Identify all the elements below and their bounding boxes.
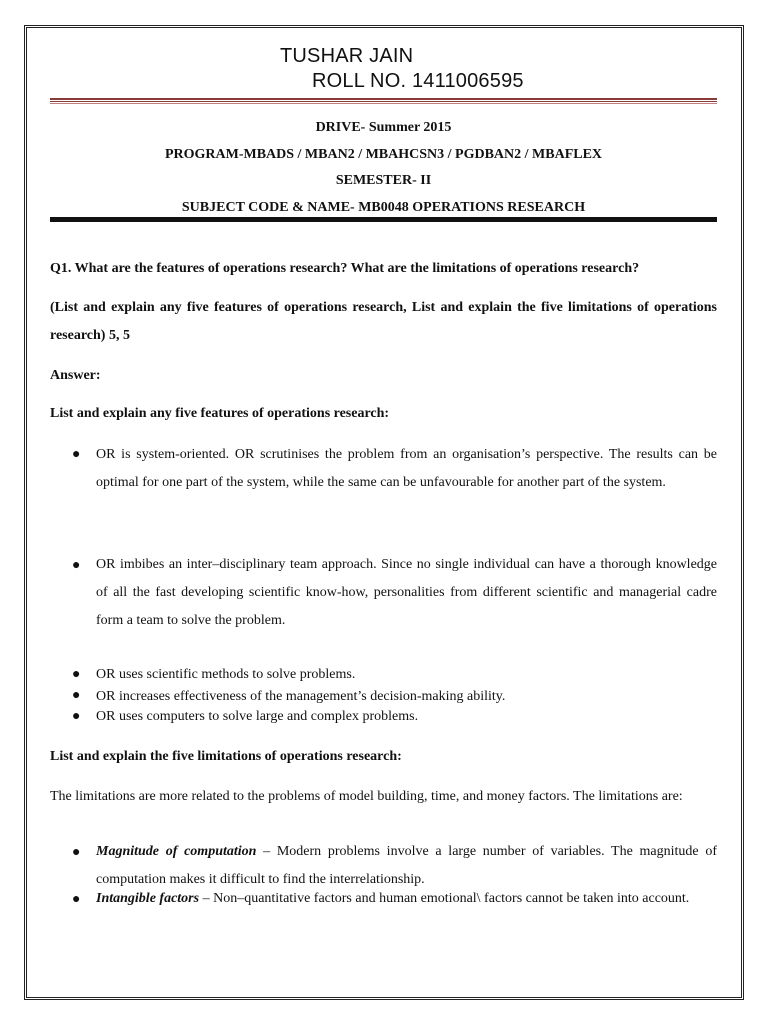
- question-instructions: (List and explain any five features of operations research, List and explain the five limitations of operations research) 5, 5: [50, 300, 717, 343]
- bullet-icon: ●: [72, 709, 81, 724]
- roll-number: ROLL NO. 1411006595: [312, 70, 524, 92]
- limitation-item: [96, 885, 717, 913]
- limitation-desc: – Modern problems involve a large number of variables. The magnitude of computation makes it difficult to find the interrelationship.: [96, 844, 717, 887]
- limitation-term: Magnitude of computation: [96, 844, 257, 859]
- bullet-icon: ●: [72, 892, 81, 907]
- bullet-icon: ●: [72, 667, 81, 682]
- feature-item: OR is system-oriented. OR scrutinises the problem from an organisation’s perspective. The results can be optimal for one part of the system, while the same can be unfavourable for another part of the system.: [96, 447, 717, 490]
- limitations-intro: The limitations are more related to the problems of model building, time, and money factors. The limitations are:: [50, 789, 683, 804]
- feature-item: OR increases effectiveness of the management’s decision-making ability.: [96, 689, 506, 704]
- header-divider: [50, 98, 717, 104]
- bullet-icon: ●: [72, 845, 81, 860]
- student-name: TUSHAR JAIN: [280, 45, 414, 67]
- feature-item: OR imbibes an inter–disciplinary team approach. Since no single individual can have a thorough knowledge of all the fast developing scientific know-how, personalities from different scientific and managerial cadre form a team to solve the problem.: [96, 557, 717, 628]
- limitations-heading: List and explain the five limitations of operations research:: [50, 749, 402, 764]
- bullet-icon: ●: [72, 447, 81, 462]
- feature-item: OR uses scientific methods to solve problems.: [96, 667, 356, 682]
- bullet-icon: ●: [72, 688, 81, 703]
- feature-item: OR uses computers to solve large and complex problems.: [96, 709, 419, 724]
- question-text: Q1. What are the features of operations research? What are the limitations of operations research?: [50, 261, 640, 276]
- subject-divider: [50, 217, 717, 222]
- bullet-icon: ●: [72, 558, 81, 573]
- features-heading: List and explain any five features of operations research:: [50, 406, 390, 421]
- drive-line: DRIVE- Summer 2015: [315, 120, 452, 135]
- program-line: PROGRAM-MBADS / MBAN2 / MBAHCSN3 / PGDBAN2 / MBAFLEX: [164, 147, 603, 162]
- limitation-term: Intangible factors: [96, 891, 200, 906]
- subject-line: SUBJECT CODE & NAME- MB0048 OPERATIONS RESEARCH: [181, 200, 586, 215]
- semester-line: SEMESTER- II: [335, 173, 432, 188]
- answer-label: Answer:: [50, 368, 101, 383]
- limitation-desc: – Non–quantitative factors and human emotional\ factors cannot be taken into account.: [199, 891, 690, 906]
